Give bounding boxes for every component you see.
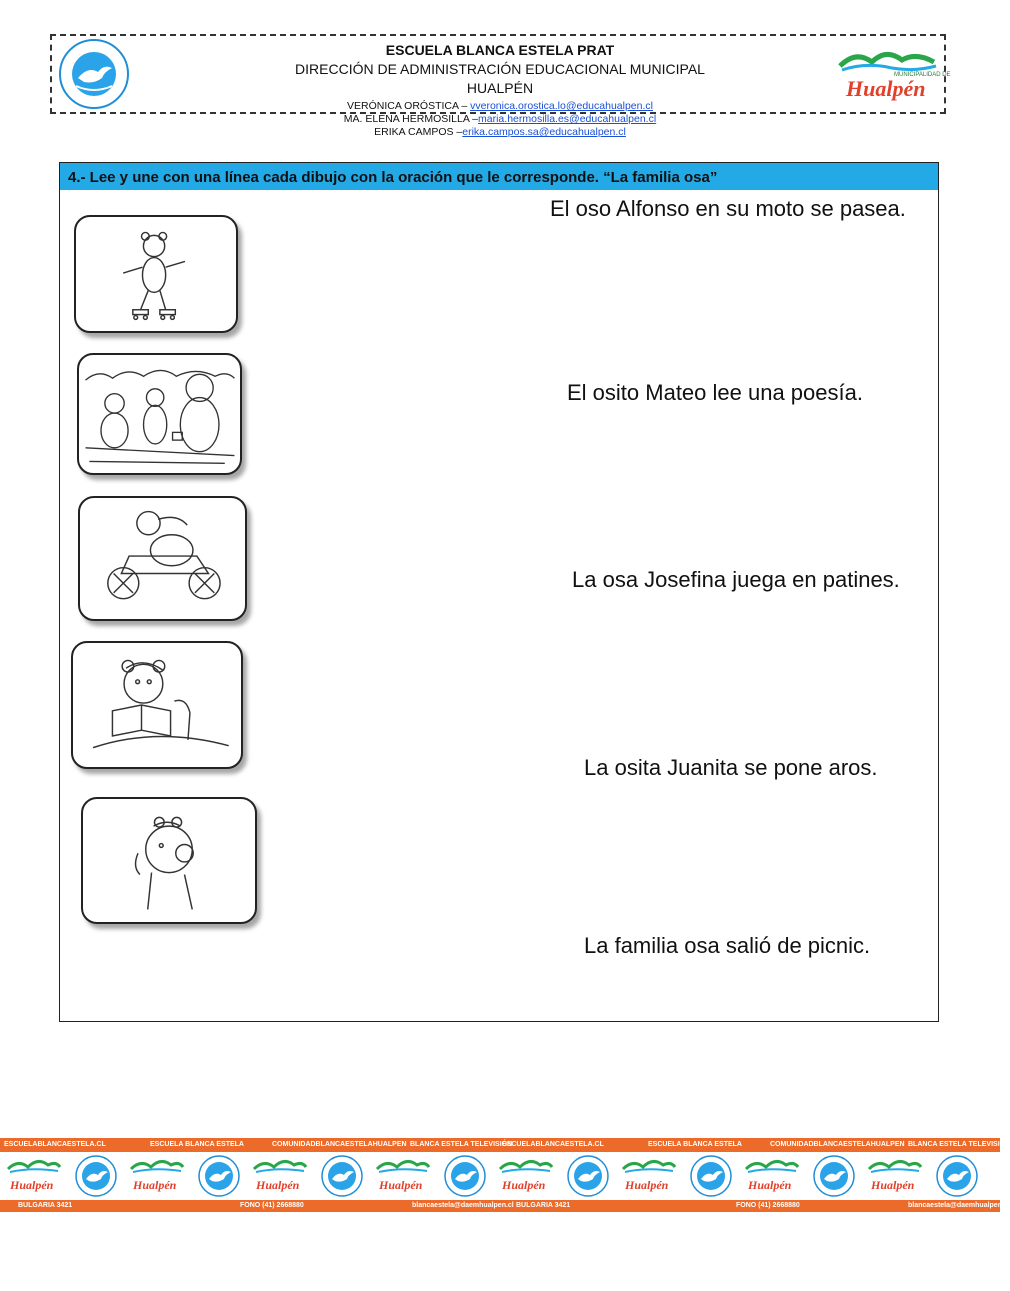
footer-email: blancaestela@daemhualpen.cl: [412, 1202, 514, 1209]
hualpen-logo-icon: [252, 1153, 308, 1199]
sentence-item[interactable]: El oso Alfonso en su moto se pasea.: [550, 196, 906, 221]
contact-name: ERIKA CAMPOS –: [374, 126, 463, 138]
footer-email: blancaestela@daemhualpen.cl: [908, 1202, 1010, 1209]
contact-email-link[interactable]: vveronica.orostica.lo@educahualpen.cl: [470, 100, 653, 112]
sentence-item[interactable]: La osita Juanita se pone aros.: [584, 755, 878, 780]
hualpen-logo-word: Hualpén: [133, 1178, 177, 1192]
school-seal-icon: [806, 1153, 862, 1199]
footer-address: BULGARIA 3421: [18, 1202, 73, 1209]
school-seal-icon: [191, 1153, 247, 1199]
sentence-item[interactable]: El osito Mateo lee una poesía.: [567, 380, 863, 405]
hualpen-logo-icon: [867, 1153, 923, 1199]
footer-instagram-label: COMUNIDADBLANCAESTELAHUALPEN: [770, 1141, 905, 1148]
hualpen-logo-icon: [621, 1153, 677, 1199]
hualpen-logo-word: Hualpén: [502, 1178, 546, 1192]
picture-card-bear-family-picnic[interactable]: [77, 353, 242, 475]
hualpen-logo-icon: [129, 1153, 185, 1199]
hualpen-logo-word: Hualpén: [748, 1178, 792, 1192]
footer-instagram-label: COMUNIDADBLANCAESTELAHUALPEN: [272, 1141, 407, 1148]
contact-line: [0, 126, 1000, 138]
svg-text:Hualpén: Hualpén: [846, 76, 926, 101]
picture-card-bear-reading[interactable]: [71, 641, 243, 769]
contact-line: [0, 113, 1000, 125]
hualpen-logo-word: Hualpén: [625, 1178, 669, 1192]
footer-logo-row: [0, 1153, 1000, 1200]
school-seal-icon: [68, 1153, 124, 1199]
footer-phone: FONO (41) 2668880: [240, 1202, 304, 1209]
footer-youtube-label: BLANCA ESTELA TELEVISIÓN: [908, 1141, 1010, 1148]
contact-line: [0, 100, 1000, 112]
hualpen-logo-icon: [498, 1153, 554, 1199]
picture-card-bear-skating[interactable]: [74, 215, 238, 333]
picture-card-bear-motorcycle[interactable]: [78, 496, 247, 621]
school-name: ESCUELA BLANCA ESTELA PRAT: [385, 42, 615, 58]
school-seal-icon: [560, 1153, 616, 1199]
footer-youtube-label: BLANCA ESTELA TELEVISIÓN: [410, 1141, 513, 1148]
footer-web-label: ESCUELABLANCAESTELA.CL: [502, 1141, 604, 1148]
bear-family-picnic-icon: [79, 355, 240, 473]
footer-phone: FONO (41) 2668880: [736, 1202, 800, 1209]
footer-web-label: ESCUELABLANCAESTELA.CL: [4, 1141, 106, 1148]
hualpen-logo-word: Hualpén: [256, 1178, 300, 1192]
footer-address: BULGARIA 3421: [516, 1202, 571, 1209]
school-seal-icon: [929, 1153, 985, 1199]
city-name: HUALPÉN: [466, 80, 534, 96]
school-seal-icon: [314, 1153, 370, 1199]
bear-earrings-icon: [83, 799, 255, 922]
contact-email-link[interactable]: erika.campos.sa@educahualpen.cl: [462, 126, 626, 138]
school-seal-icon: [683, 1153, 739, 1199]
bear-reading-icon: [73, 643, 241, 767]
contact-name: MA. ELENA HERMOSILLA –: [343, 113, 479, 125]
bear-motorcycle-icon: [80, 498, 245, 619]
footer-facebook-label: ESCUELA BLANCA ESTELA: [648, 1141, 742, 1148]
sentence-item[interactable]: La osa Josefina juega en patines.: [572, 567, 900, 592]
direction-title: DIRECCIÓN DE ADMINISTRACIÓN EDUCACIONAL MUNICIPAL: [295, 61, 705, 77]
hualpen-logo-icon: [6, 1153, 62, 1199]
hualpen-logo-word: Hualpén: [10, 1178, 54, 1192]
school-seal-icon: [437, 1153, 493, 1199]
contact-name: VERÓNICA ORÓSTICA –: [347, 100, 471, 112]
sentence-item[interactable]: La familia osa salió de picnic.: [584, 933, 871, 958]
instruction-text: 4.- Lee y une con una línea cada dibujo con la oración que le corresponde. “La familia osa”: [68, 169, 718, 186]
hualpen-logo-icon: [744, 1153, 800, 1199]
hualpen-logo-icon: [375, 1153, 431, 1199]
contact-email-link[interactable]: maria.hermosilla.es@educahualpen.cl: [478, 113, 657, 125]
hualpen-logo-word: Hualpén: [379, 1178, 423, 1192]
hualpen-logo-word: Hualpén: [871, 1178, 915, 1192]
picture-card-bear-earrings[interactable]: [81, 797, 257, 924]
svg-text:MUNICIPALIDAD DE: MUNICIPALIDAD DE: [894, 72, 951, 78]
bear-skating-icon: [76, 217, 236, 331]
footer-facebook-label: ESCUELA BLANCA ESTELA: [150, 1141, 244, 1148]
